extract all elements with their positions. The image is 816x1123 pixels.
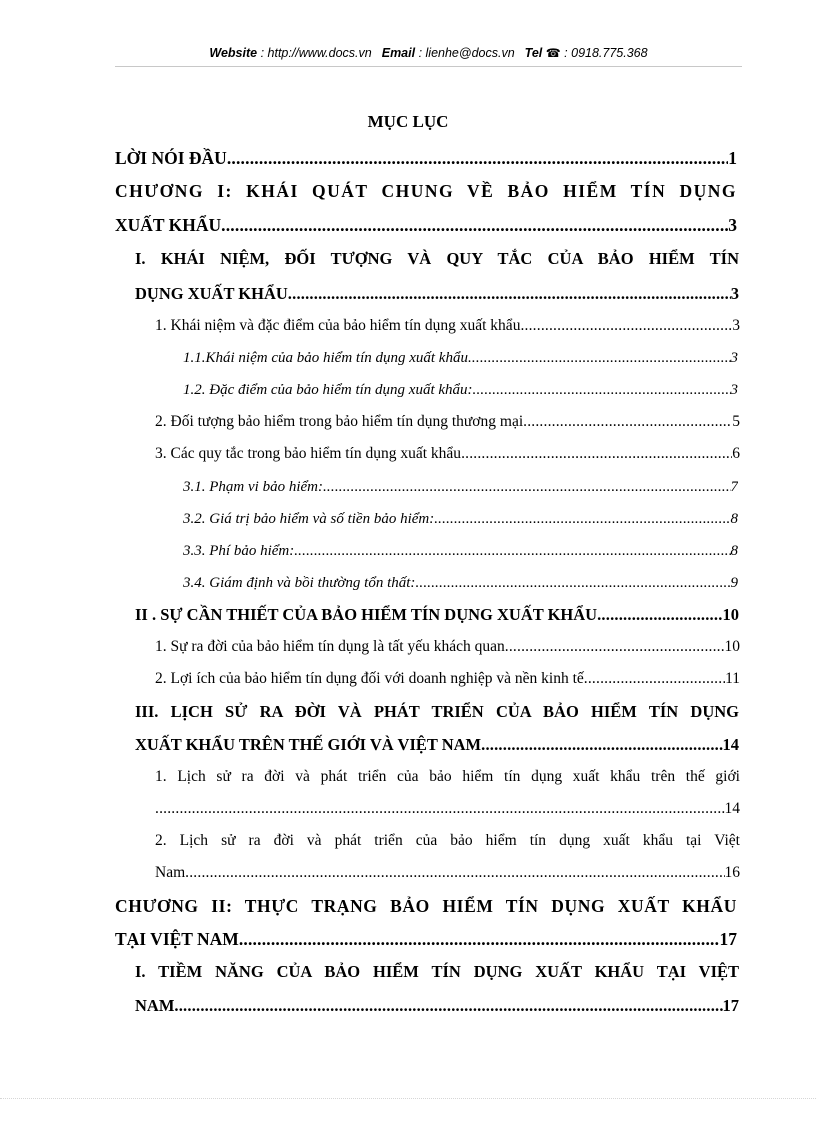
dot-leader	[155, 797, 725, 821]
toc-entry-2-2[interactable]: 2. Lợi ích của bảo hiểm tín dụng đối với doanh nghiệp và nền kinh tế ..... 11	[155, 667, 740, 691]
toc-entry-3[interactable]: III. LỊCH SỬ RA ĐỜI VÀ PHÁT TRIỂN CỦA BẢO HIỂM TÍN DỤNG	[135, 702, 739, 721]
toc-entry-1-1[interactable]: 1. Khái niệm và đặc điểm của bảo hiểm tín dụng xuất khẩu ..... 3	[155, 314, 740, 338]
page-number: 3	[728, 215, 737, 235]
toc-entry-1-3[interactable]: 3. Các quy tắc trong bảo hiểm tín dụng xuất khẩu ..... 6	[155, 442, 740, 466]
page-number: 1	[728, 148, 737, 168]
toc-entry-3-1-cont[interactable]	[155, 797, 740, 821]
page-number: 8	[730, 543, 738, 559]
dot-leader	[239, 927, 720, 951]
page-number: 5	[732, 413, 740, 430]
email-label: Email	[381, 46, 416, 60]
dot-leader	[597, 603, 722, 627]
page-number: 10	[724, 638, 740, 655]
document-header: Website : http://www.docs.vn Email : lienhe@docs.vn Tel ☎ : 0918.775.368	[209, 46, 648, 60]
page-number: 10	[722, 605, 739, 624]
dot-leader	[481, 733, 722, 757]
toc-entry-chuong-2-1[interactable]: I. TIỀM NĂNG CỦA BẢO HIỂM TÍN DỤNG XUẤT KHẨU TẠI VIỆT	[135, 962, 739, 981]
dot-leader	[227, 146, 728, 170]
dot-leader	[434, 507, 730, 531]
header-divider	[115, 66, 742, 67]
website-link[interactable]: http://www.docs.vn	[267, 46, 372, 60]
page-number: 3	[730, 284, 739, 303]
page-number: 14	[724, 800, 740, 817]
page-number: 7	[730, 479, 738, 495]
page-title: MỤC LỤC	[367, 112, 449, 131]
toc-entry-2[interactable]: II . SỰ CẦN THIẾT CỦA BẢO HIỂM TÍN DỤNG XUẤT KHẨU ..... 10	[135, 603, 739, 627]
email-link[interactable]: lienhe@docs.vn	[425, 46, 515, 60]
dot-leader	[221, 213, 728, 237]
toc-entry-1-3-4[interactable]: 3.4. Giám định và bồi thường tổn thất: ..... 9	[183, 571, 738, 595]
toc-entry-2-1[interactable]: 1. Sự ra đời của bảo hiểm tín dụng là tất yếu khách quan ..... 10	[155, 635, 740, 659]
dot-leader	[288, 282, 731, 306]
toc-entry-1-3-3[interactable]: 3.3. Phí bảo hiểm: ..... 8	[183, 539, 738, 563]
toc-entry-1-3-2[interactable]: 3.2. Giá trị bảo hiểm và số tiền bảo hiểm: ..... 8	[183, 507, 738, 531]
toc-entry-1[interactable]: I. KHÁI NIỆM, ĐỐI TƯỢNG VÀ QUY TẮC CỦA BẢO HIỂM TÍN	[135, 249, 739, 268]
toc-entry-1-cont[interactable]: DỤNG XUẤT KHẨU ..... 3	[135, 282, 739, 306]
toc-entry-3-1[interactable]: 1. Lịch sử ra đời và phát triển của bảo hiểm tín dụng xuất khẩu trên thế giới	[155, 768, 740, 785]
toc-entry-chuong-2-cont[interactable]: TẠI VIỆT NAM ..... 17	[115, 927, 737, 951]
page-number: 16	[724, 864, 740, 881]
dot-leader	[461, 442, 732, 466]
page-number: 11	[725, 670, 740, 687]
toc-entry-3-cont[interactable]: XUẤT KHẨU TRÊN THẾ GIỚI VÀ VIỆT NAM ..... 14	[135, 733, 739, 757]
page-number: 3	[730, 382, 738, 398]
page-number: 14	[722, 735, 739, 754]
page-number: 3	[730, 350, 738, 366]
tel-value: 0918.775.368	[571, 46, 648, 60]
page-number: 8	[730, 511, 738, 527]
dot-leader	[174, 994, 722, 1018]
page-number: 17	[719, 929, 737, 949]
phone-icon: ☎	[545, 46, 561, 60]
dot-leader	[185, 861, 724, 885]
toc-entry-chuong-2[interactable]: CHƯƠNG II: THỰC TRẠNG BẢO HIỂM TÍN DỤNG XUẤT KHẨU	[115, 896, 737, 916]
toc-entry-chuong-1[interactable]: CHƯƠNG I: KHÁI QUÁT CHUNG VỀ BẢO HIỂM TÍN DỤNG	[115, 181, 737, 201]
toc-entry-1-1-2[interactable]: 1.2. Đặc điểm của bảo hiểm tín dụng xuất khẩu: ..... 3	[183, 378, 738, 402]
page-number: 3	[732, 317, 740, 334]
page-number: 17	[722, 996, 739, 1015]
toc-entry-loi-noi-dau[interactable]: LỜI NÓI ĐẦU ..... 1	[115, 146, 737, 170]
page-number: 6	[732, 445, 740, 462]
toc-entry-chuong-1-cont[interactable]: XUẤT KHẨU ..... 3	[115, 213, 737, 237]
toc-entry-1-3-1[interactable]: 3.1. Phạm vi bảo hiểm: ..... 7	[183, 475, 738, 499]
dot-leader	[468, 346, 731, 370]
footer-divider	[0, 1098, 816, 1099]
dot-leader	[323, 475, 731, 499]
toc-entry-chuong-2-1-cont[interactable]: NAM ..... 17	[135, 994, 739, 1018]
toc-entry-1-1-1[interactable]: 1.1.Khái niệm của bảo hiểm tín dụng xuất khẩu ..... 3	[183, 346, 738, 370]
toc-entry-1-2[interactable]: 2. Đối tượng bảo hiểm trong bảo hiểm tín dụng thương mại ..... 5	[155, 410, 740, 434]
dot-leader	[294, 539, 730, 563]
dot-leader	[415, 571, 730, 595]
website-label: Website	[209, 46, 258, 60]
toc-entry-3-2[interactable]: 2. Lịch sử ra đời và phát triển của bảo hiểm tín dụng xuất khẩu tại Việt	[155, 832, 740, 849]
toc-entry-3-2-cont[interactable]: Nam ..... 16	[155, 861, 740, 885]
dot-leader	[473, 378, 731, 402]
dot-leader	[520, 314, 732, 338]
tel-label: Tel	[524, 46, 543, 60]
dot-leader	[505, 635, 725, 659]
dot-leader	[523, 410, 732, 434]
dot-leader	[584, 667, 725, 691]
page-number: 9	[730, 575, 738, 591]
